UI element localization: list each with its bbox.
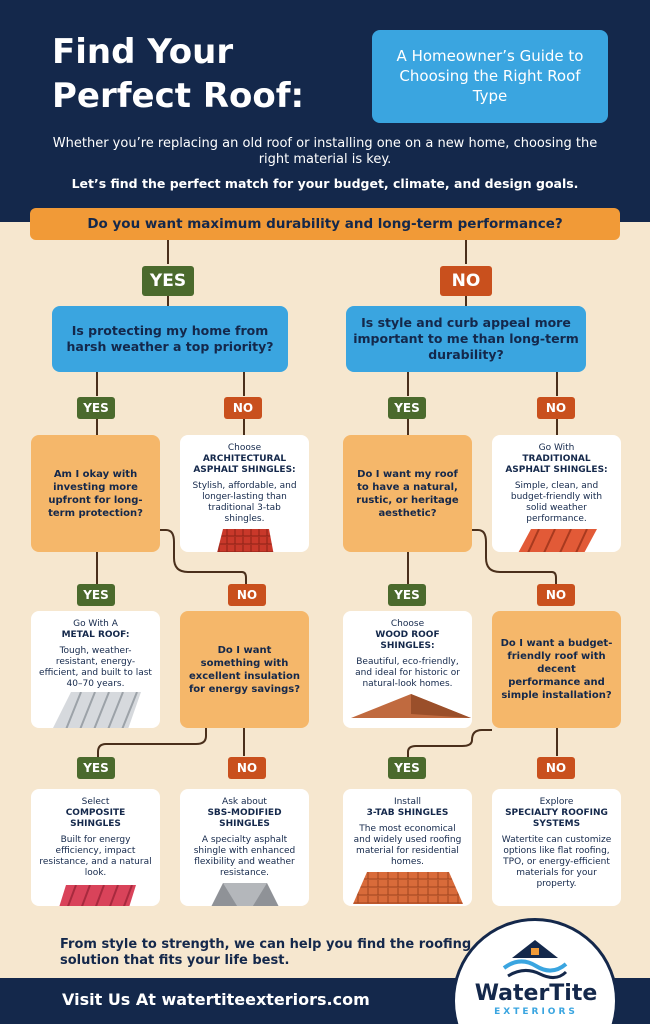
intro-text-bold: Let’s find the perfect match for your budget, climate, and design goals.: [71, 176, 579, 191]
aesthetic-no-tag: NO: [537, 584, 575, 606]
arrow-budget-yes: [402, 724, 498, 758]
left-yes-tag: YES: [77, 397, 115, 419]
result-title: TRADITIONAL ASPHALT SHINGLES:: [505, 454, 608, 475]
upfront-no-tag: NO: [228, 584, 266, 606]
left-question-weather: Is protecting my home from harsh weather a top priority?: [52, 306, 288, 372]
result-pre: Install: [393, 797, 422, 807]
budget-no-tag: NO: [537, 757, 575, 779]
result-title: METAL ROOF:: [61, 630, 130, 640]
result-body: Beautiful, eco-friendly, and ideal for historic or natural-look homes.: [355, 657, 460, 689]
website-link[interactable]: Visit Us At watertiteexteriors.com: [62, 990, 370, 1009]
main-question: Do you want maximum durability and long-term performance?: [30, 208, 620, 240]
result-composite-shingles: [31, 789, 160, 906]
arrow-insulation-no: [243, 728, 245, 756]
insulation-no-tag: NO: [228, 757, 266, 779]
result-title: ARCHITECTURAL ASPHALT SHINGLES:: [193, 454, 296, 475]
arrow-aesthetic-yes: [407, 552, 409, 584]
arrow-aesthetic-no: [472, 528, 562, 588]
result-sbs-modified-shingles: [180, 789, 309, 906]
result-pre: Ask about: [222, 797, 267, 807]
result-pre: Choose: [390, 619, 425, 629]
arrow-no-right-q: [465, 296, 467, 306]
left-question-upfront: Am I okay with investing more upfront for long-term protection?: [31, 435, 160, 552]
3-tab-shingles-icon: [353, 872, 463, 904]
result-title: SPECIALTY ROOFING SYSTEMS: [505, 808, 608, 829]
title-line-2: Perfect Roof:: [52, 76, 305, 116]
result-body: Stylish, affordable, and longer-lasting than traditional 3-tab shingles.: [192, 481, 297, 524]
subtitle-box: A Homeowner’s Guide to Choosing the Right Roof Type: [372, 30, 608, 123]
result-title: WOOD ROOF SHINGLES:: [375, 630, 440, 651]
arrow-left-yes-2: [96, 419, 98, 435]
footer-tagline: From style to strength, we can help you find the roofing solution that fits your life best.: [60, 937, 472, 968]
arrow-left-no: [243, 372, 245, 396]
right-question-aesthetic: Do I want my roof to have a natural, rustic, or heritage aesthetic?: [343, 435, 472, 552]
result-body: Watertite can customize options like flat roofing, TPO, or energy-efficient materials for your property.: [501, 835, 612, 889]
wood-shingles-icon: [351, 694, 471, 720]
page-title: [52, 30, 352, 118]
aesthetic-yes-tag: YES: [388, 584, 426, 606]
arrow-right-no: [556, 372, 558, 396]
arrow-main-yes: [167, 240, 169, 264]
arrow-yes-left-q: [167, 296, 169, 306]
composite-shingles-icon: [56, 885, 136, 906]
result-body: Tough, weather-resistant, energy-efficient, and built to last 40–70 years.: [39, 646, 152, 689]
budget-yes-tag: YES: [388, 757, 426, 779]
result-metal-roof: [31, 611, 160, 728]
result-body: A specialty asphalt shingle with enhanced flexibility and weather resistance.: [193, 835, 296, 878]
main-no-tag: NO: [440, 266, 492, 296]
arrow-right-yes: [407, 372, 409, 396]
arrow-left-yes: [96, 372, 98, 396]
arrow-upfront-yes: [96, 552, 98, 584]
result-title: SBS-MODIFIED SHINGLES: [207, 808, 282, 829]
result-pre: Select: [81, 797, 110, 807]
upfront-yes-tag: YES: [77, 584, 115, 606]
house-wave-icon: [500, 938, 570, 980]
arrow-insulation-yes: [92, 728, 212, 758]
right-question-style: Is style and curb appeal more important to me than long-term durability?: [346, 306, 586, 372]
arrow-right-yes-2: [407, 419, 409, 435]
title-line-1: Find Your: [52, 32, 234, 72]
arrow-upfront-no: [160, 528, 250, 588]
arrow-right-no-2: [556, 419, 558, 435]
result-pre: Choose: [227, 443, 262, 453]
result-body: The most economical and widely used roofing material for residential homes.: [353, 824, 462, 867]
result-pre: Go With: [538, 443, 575, 453]
main-yes-tag: YES: [142, 266, 194, 296]
right-question-budget: Do I want a budget-friendly roof with decent performance and simple installation?: [492, 611, 621, 728]
result-body: Built for energy efficiency, impact resistance, and a natural look.: [39, 835, 152, 878]
arrow-main-no: [465, 240, 467, 264]
result-specialty-roofing: [492, 789, 621, 906]
right-no-tag: NO: [537, 397, 575, 419]
logo-subtitle: EXTERIORS: [494, 1007, 578, 1017]
logo-name: WaterTite: [474, 981, 598, 1006]
sbs-shingles-icon: [205, 883, 285, 906]
left-no-tag: NO: [224, 397, 262, 419]
result-title: COMPOSITE SHINGLES: [65, 808, 126, 829]
result-wood-shingles: [343, 611, 472, 728]
insulation-yes-tag: YES: [77, 757, 115, 779]
result-pre: Explore: [539, 797, 574, 807]
result-title: 3-TAB SHINGLES: [366, 808, 449, 818]
right-yes-tag: YES: [388, 397, 426, 419]
arrow-budget-no: [556, 728, 558, 756]
result-body: Simple, clean, and budget-friendly with solid weather performance.: [510, 481, 603, 524]
intro-text: Whether you’re replacing an old roof or installing one on a new home, choosing the right material is key.: [52, 136, 598, 167]
result-3-tab-shingles: [343, 789, 472, 906]
metal-roof-icon: [51, 692, 141, 728]
left-question-insulation: Do I want something with excellent insulation for energy savings?: [180, 611, 309, 728]
result-pre: Go With A: [73, 619, 118, 629]
arrow-left-no-2: [243, 419, 245, 435]
